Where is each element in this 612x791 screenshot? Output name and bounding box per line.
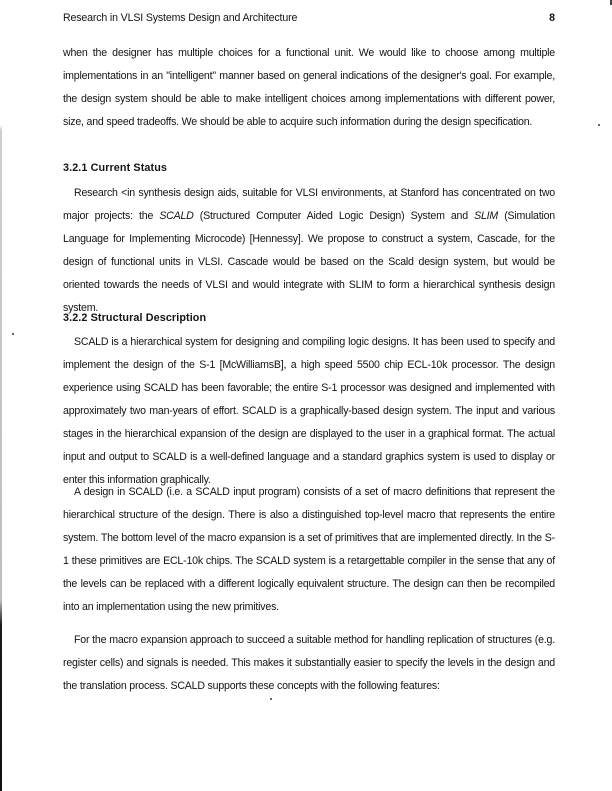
paragraph-macro-expansion: For the macro expansion approach to succeed a suitable method for handling replication of structures (e.g. register cells) and signals is needed. This makes it substantially easier to specify the levels in the design and the translation process. SCALD supports these concepts with the following features: <box>63 634 555 692</box>
slim-term: SLIM <box>474 210 499 222</box>
scan-speck <box>598 124 600 126</box>
paragraph-text: (Structured Computer Aided Logic Design) System and <box>193 210 475 222</box>
paragraph-current-status <box>63 182 555 320</box>
page-number: 8 <box>549 12 555 24</box>
running-header <box>63 10 555 26</box>
paragraph-scald-macro-design: A design in SCALD (i.e. a SCALD input program) consists of a set of macro definitions that represent the hierarchical structure of the design. There is also a distinguished top-level macro that represents the entire system. The bottom level of the macro expansion is a set of primitives that are implemented directly. In the S-1 these primitives are ECL-10k chips. The SCALD system is a retargettable compiler in the sense that any of the levels can be replaced with a different logically equivalent structure. The design can then be recompiled into an implementation using the new primitives. <box>63 486 555 613</box>
scald-term: SCALD <box>159 210 194 222</box>
paragraph-text: Research <in synthesis design aids, suitable for VLSI environments, at Stanford has concentrated on two major projects: the <box>63 187 555 222</box>
paragraph-text: (Simulation Language for Implementing Microcode) [Hennessy]. We propose to construct a system, Cascade, for the design of functional units in VLSI. Cascade would be based on the Scald design system, but would be oriented towards the needs of VLSI and would integrate with SLIM to form a hierarchical synthesis design system. <box>63 210 555 314</box>
section-heading-current-status: 3.2.1 Current Status <box>63 162 168 174</box>
running-header-title: Research in VLSI Systems Design and Architecture <box>63 12 298 24</box>
paragraph-continuation: when the designer has multiple choices for a functional unit. We would like to choose among multiple implementations in an "intelligent" manner based on general indications of the designer's goal. For example, the design system should be able to make intelligent choices among implementations with different power, size, and speed tradeoffs. We should be able to acquire such information during the design specification. <box>63 47 555 128</box>
scan-speck <box>12 333 14 335</box>
scan-speck <box>270 698 272 700</box>
section-heading-structural-description: 3.2.2 Structural Description <box>63 312 207 324</box>
paragraph-scald-overview: SCALD is a hierarchical system for designing and compiling logic designs. It has been used to specify and implement the design of the S-1 [McWilliamsB], a high speed 5500 chip ECL-10k processor. The design experience using SCALD has been favorable; the entire S-1 processor was designed and implemented with approximately two man-years of effort. SCALD is a graphically-based design system. The input and various stages in the hierarchical expansion of the design are displayed to the user in a graphical format. The actual input and output to SCALD is a well-defined language and a standard graphics system is used to display or enter this information graphically. <box>63 336 555 486</box>
scan-left-edge <box>0 0 2 791</box>
